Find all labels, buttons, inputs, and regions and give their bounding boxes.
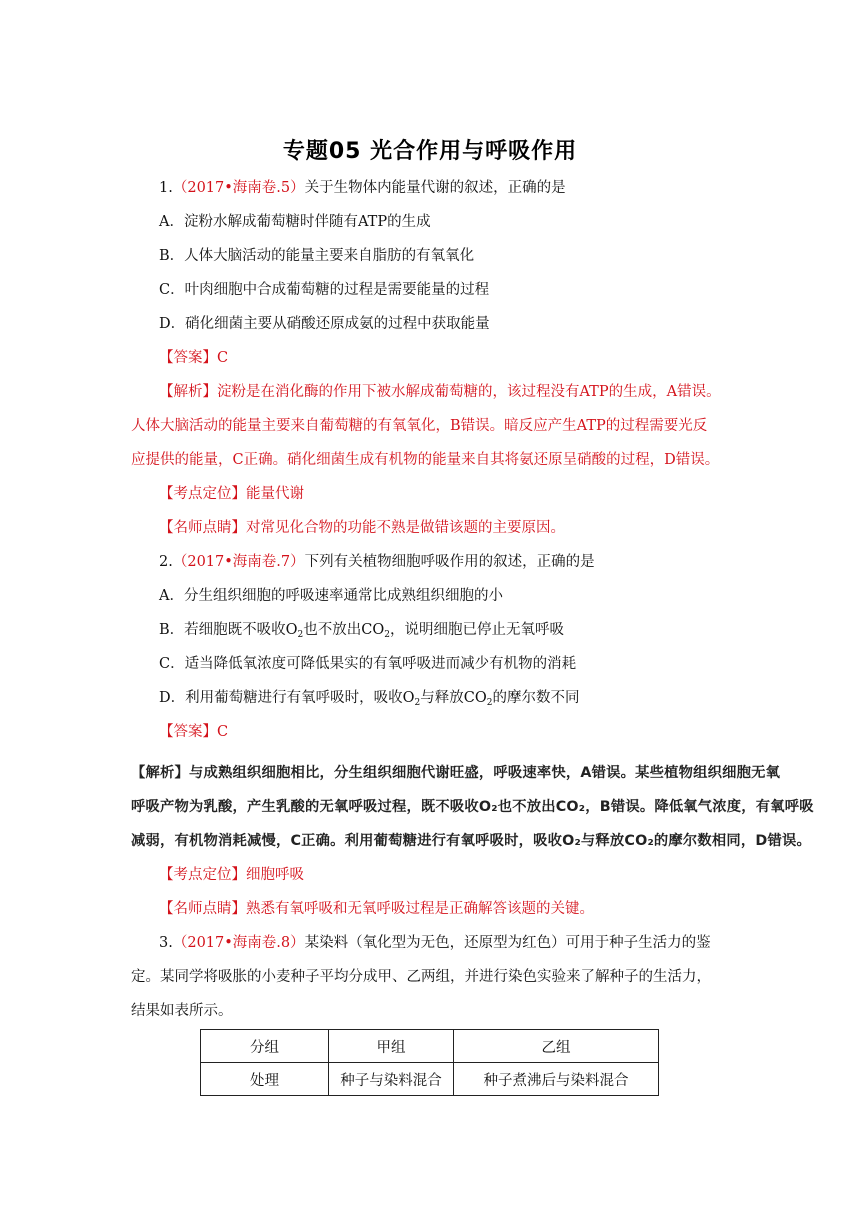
q1-tip bbox=[159, 518, 565, 538]
subscript-2: 2 bbox=[486, 698, 493, 708]
q1-analysis-label: 【解析】 bbox=[159, 384, 217, 400]
results-table bbox=[200, 1029, 659, 1096]
q2-option-b-part-2: 也不放出CO bbox=[303, 622, 385, 638]
q3-source: （2017•海南卷.8） bbox=[172, 935, 305, 951]
q2-analysis-line-1: 【解析】与成熟组织细胞相比，分生组织细胞代谢旺盛，呼吸速率快，A错误。某些植物组织细胞无氧 bbox=[131, 765, 781, 781]
q2-option-d bbox=[159, 688, 579, 713]
q1-point-label: 【考点定位】 bbox=[159, 486, 246, 502]
q1-option-d: D．硝化细菌主要从硝酸还原成氨的过程中获取能量 bbox=[159, 316, 490, 332]
q3-number: 3. bbox=[159, 935, 173, 951]
q3-stem-line-3: 结果如表所示。 bbox=[131, 1003, 233, 1019]
q1-stem-text: 关于生物体内能量代谢的叙述，正确的是 bbox=[304, 180, 566, 196]
q1-answer-label: 【答案】 bbox=[159, 350, 217, 366]
q2-analysis-line-2: 呼吸产物为乳酸，产生乳酸的无氧呼吸过程，既不吸收O₂也不放出CO₂，B错误。降低氧气浓度，有氧呼吸 bbox=[131, 799, 814, 815]
subscript-2: 2 bbox=[297, 630, 304, 640]
table-header-cell: 甲组 bbox=[329, 1030, 454, 1063]
table-cell: 种子与染料混合 bbox=[329, 1063, 454, 1096]
q1-point-text: 能量代谢 bbox=[246, 486, 304, 502]
q2-analysis-line-3: 减弱，有机物消耗减慢，C正确。利用葡萄糖进行有氧呼吸时，吸收O₂与释放CO₂的摩尔数相同，D错误。 bbox=[131, 833, 811, 849]
q1-answer-value: C bbox=[217, 350, 229, 366]
q2-answer-label: 【答案】 bbox=[159, 724, 217, 740]
table-cell: 种子煮沸后与染料混合 bbox=[454, 1063, 659, 1096]
q3-stem-text-1: 某染料（氧化型为无色，还原型为红色）可用于种子生活力的鉴 bbox=[304, 935, 711, 951]
q2-option-b-part-1: B．若细胞既不吸收O bbox=[159, 622, 298, 638]
q1-option-c: C．叶肉细胞中合成葡萄糖的过程是需要能量的过程 bbox=[159, 282, 490, 298]
q2-tip-text: 熟悉有氧呼吸和无氧呼吸过程是正确解答该题的关键。 bbox=[246, 901, 594, 917]
q2-option-d-part-1: D．利用葡萄糖进行有氧呼吸时，吸收O bbox=[159, 690, 415, 706]
q2-option-d-part-2: 与释放CO bbox=[420, 690, 487, 706]
table-header-cell: 分组 bbox=[201, 1030, 329, 1063]
page-title: 专题05 光合作用与呼吸作用 bbox=[282, 139, 578, 164]
q1-option-a: A．淀粉水解成葡萄糖时伴随有ATP的生成 bbox=[159, 214, 431, 230]
q2-number: 2. bbox=[159, 554, 173, 570]
q1-analysis-line-1 bbox=[159, 382, 721, 402]
q1-analysis-line-2: 人体大脑活动的能量主要来自葡萄糖的有氧氧化，B错误。暗反应产生ATP的过程需要光反 bbox=[131, 418, 708, 434]
q2-tip bbox=[159, 899, 594, 919]
table-row bbox=[201, 1030, 659, 1063]
q2-answer bbox=[159, 722, 228, 742]
q1-tip-text: 对常见化合物的功能不熟是做错该题的主要原因。 bbox=[246, 520, 565, 536]
subscript-2: 2 bbox=[414, 698, 421, 708]
q2-option-b-part-3: ，说明细胞已停止无氧呼吸 bbox=[390, 622, 564, 638]
q2-source: （2017•海南卷.7） bbox=[172, 554, 305, 570]
q1-answer bbox=[159, 348, 228, 368]
q2-option-c: C．适当降低氧浓度可降低果实的有氧呼吸进而减少有机物的消耗 bbox=[159, 656, 577, 672]
q3-stem-line-2: 定。某同学将吸胀的小麦种子平均分成甲、乙两组，并进行染色实验来了解种子的生活力， bbox=[131, 969, 711, 985]
table-row bbox=[201, 1063, 659, 1096]
q2-answer-value: C bbox=[217, 724, 229, 740]
subscript-2: 2 bbox=[384, 630, 390, 640]
table-cell: 处理 bbox=[201, 1063, 329, 1096]
q1-analysis-line-3: 应提供的能量，C正确。硝化细菌生成有机物的能量来自其将氨还原呈硝酸的过程，D错误。 bbox=[131, 452, 720, 468]
q3-stem-line-1 bbox=[159, 933, 711, 953]
q1-stem bbox=[159, 178, 566, 198]
q2-point-text: 细胞呼吸 bbox=[246, 867, 304, 883]
q1-point bbox=[159, 484, 304, 504]
table-header-cell: 乙组 bbox=[454, 1030, 659, 1063]
q1-option-b: B．人体大脑活动的能量主要来自脂肪的有氧氧化 bbox=[159, 248, 475, 264]
q2-stem bbox=[159, 552, 595, 572]
q2-point bbox=[159, 865, 304, 885]
q1-source: （2017•海南卷.5） bbox=[172, 180, 305, 196]
q2-option-a: A．分生组织细胞的呼吸速率通常比成熟组织细胞的小 bbox=[159, 588, 503, 604]
q2-point-label: 【考点定位】 bbox=[159, 867, 246, 883]
q2-tip-label: 【名师点睛】 bbox=[159, 901, 246, 917]
q1-analysis-text-1: 淀粉是在消化酶的作用下被水解成葡萄糖的，该过程没有ATP的生成，A错误。 bbox=[217, 384, 721, 400]
q2-stem-text: 下列有关植物细胞呼吸作用的叙述，正确的是 bbox=[304, 554, 595, 570]
q2-option-d-part-3: 的摩尔数不同 bbox=[492, 690, 580, 706]
q1-number: 1. bbox=[159, 180, 173, 196]
q1-tip-label: 【名师点睛】 bbox=[159, 520, 246, 536]
q2-option-b bbox=[159, 620, 564, 645]
